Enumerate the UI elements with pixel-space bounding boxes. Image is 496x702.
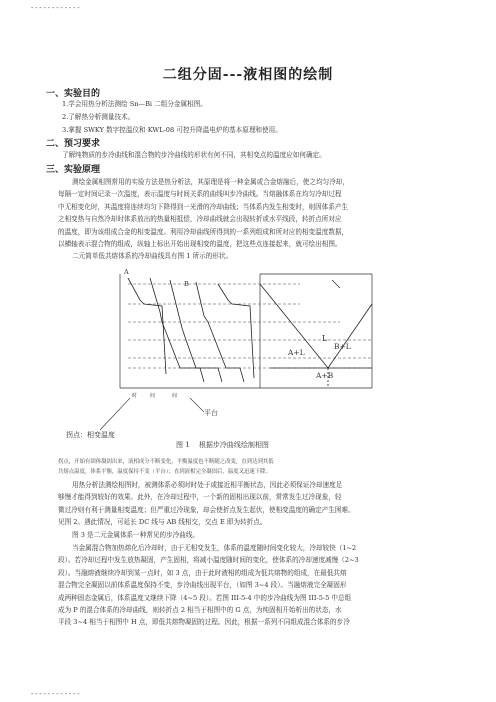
section-heading-prep: 二、预习要求 <box>46 139 101 149</box>
paragraph-2 <box>58 479 458 541</box>
top-dashes: ------------ <box>30 4 81 12</box>
x-label-3: 间 <box>172 393 178 399</box>
label-a: A <box>124 268 129 276</box>
objective-3: 3.掌握 SWKY 数字控温仪和 KWL-08 可控升降温电炉的基本原理和使用。 <box>62 126 282 134</box>
para2-line: 够慢才能得到较好的效果。此外，在冷却过程中，一个新的固相出现以前，常常发生过冷现象，轻 <box>58 493 342 502</box>
note-line: 共熔点温度，体系平衡，温度保持不变（平台）；直到液相完全凝固后，温度又迅速下降。 <box>58 468 271 475</box>
para2-line: 见图 2。遇此情况，可延长 DC 线与 AB 线相交，交点 E 即为转折点。 <box>58 518 267 527</box>
cooling-curve-a <box>128 278 166 374</box>
note-line: 拐点，开始有固体凝固出来，液相成分不断变化，平衡温度也不断随之改变，直到达到其低 <box>58 459 274 465</box>
principle-line: 的温度，即为该组成合金的相变温度。利用冷却曲线所得到的一系列组成和所对应的相变温度数据， <box>58 227 349 236</box>
para3-line: 当金属混合物加热熔化后冷却时，由于无相变发生，体系的温度随时间变化较大，冷却较快（1~2 <box>72 544 357 552</box>
annotation-inflection: 拐点：相变温度 <box>66 431 115 439</box>
figure-caption: 图 1 根据步冷曲线绘制相图 <box>176 441 269 449</box>
cooling-curves <box>128 278 254 382</box>
para3-line: 平段 3~4 相当于相图中 H 点，即低共熔物凝固的过程。因此，根据一系列不同组成混合体系的步冷 <box>58 618 350 627</box>
para2-line: 用热分析法测绘相图时，被测体系必须时时处于或接近相平衡状态，因此必须保证冷却速度足 <box>72 481 343 489</box>
principle-line: 二元简单低共熔体系的冷却曲线具有图 1 所示的形状。 <box>72 252 233 261</box>
annotation-leaders <box>100 398 240 434</box>
label-b-plus-l: B+L <box>334 342 351 351</box>
para3-line: 段）。若冷却过程中发生放热凝固，产生固相，将减小温度随时间的变化，使体系的冷却速度减慢（2~3 <box>58 556 359 565</box>
para3-line: 成两种固态金属后，体系温度又继续下降（4~5 段）。若图 III-5-4 中的步冷曲线为图 III-5-5 中总组 <box>58 593 352 602</box>
para3-line: 成为 P 的混合体系的冷却曲线，则转折点 2 相当于相图中的 G 点，为纯固相开始析出的状态，水 <box>58 606 342 615</box>
prep-text: 了解纯物质的步冷曲线和混合物的步冷曲线的形状有何不同，其相变点的温度应如何确定。 <box>62 151 326 159</box>
para2-line: 图 3 是二元金属体系一种常见的步冷曲线。 <box>72 530 200 539</box>
section-heading-objectives: 一、实验目的 <box>46 89 101 99</box>
figure-note <box>58 458 274 477</box>
x-label-1: 时 <box>132 393 138 399</box>
label-b: B <box>184 280 189 288</box>
x-label-2: 间 <box>150 393 156 399</box>
cooling-curve-2 <box>170 280 222 382</box>
label-a-plus-b: A+B <box>316 371 334 380</box>
principle-paragraph <box>58 176 458 263</box>
principle-line: 以横轴表示混合物的组成，纵轴上标出开始出现相变的温度，把这些点连接起来，就可绘出相图。 <box>58 240 342 249</box>
cooling-curve-b <box>218 284 254 378</box>
principle-line: 之相变热与自然冷却时体系放出的热量相抵偿，冷却曲线就会出现转折或水平线段，转折点所对应 <box>58 215 342 224</box>
objective-2: 2.了解热分析测量技术。 <box>62 113 135 121</box>
arrow-mark <box>332 280 340 288</box>
annotation-plateau: 平台 <box>204 409 218 417</box>
liquidus-line <box>260 284 372 368</box>
page-title: 二组分固---液相图的绘制 <box>162 67 334 83</box>
cooling-curve-3 <box>196 282 244 382</box>
cooling-curves-panel <box>120 274 372 388</box>
para2-line: 微过冷则有利于测量相变温度；但严重过冷现象，却会使折点发生起伏，使相变温度的确定产生困难。 <box>58 505 355 514</box>
para3-line: 混合物完全凝固以前体系温度保持不变，步冷曲线出现平台，（如图 3~4 段）。当融熔液完全凝固形 <box>58 581 347 590</box>
bottom-dashes: ------------ <box>30 690 81 698</box>
principle-line: 测绘金属相图常用的实验方法是热分析法，其原理是将一种金属或合金熔融后，使之均匀冷却， <box>72 178 349 186</box>
label-a-plus-l: A+L <box>288 348 305 357</box>
principle-line: 中无相变化时，其温度将连续均匀下降得到一光滑的冷却曲线；当体系内发生相变时，则因体系产生 <box>58 202 349 211</box>
phase-diagram-figure <box>100 270 400 400</box>
objective-1: 1.学会用热分析法测绘 Sn—Bi 二组分金属相图。 <box>62 100 207 108</box>
paragraph-3 <box>58 542 458 629</box>
para3-line: 段）。当融熔液继续冷却到某一点时，如 3 点，由于此时液相的组成为低共熔物的组成，在最低共熔 <box>58 568 347 577</box>
cooling-curve-1 <box>150 278 204 382</box>
label-liquid: L <box>322 334 328 343</box>
section-heading-principle: 三、实验原理 <box>46 165 101 175</box>
principle-line: 每隔一定时间记录一次温度，表示温度与时间关系的曲线叫步冷曲线。当熔融体系在均匀冷却过程 <box>58 190 342 199</box>
